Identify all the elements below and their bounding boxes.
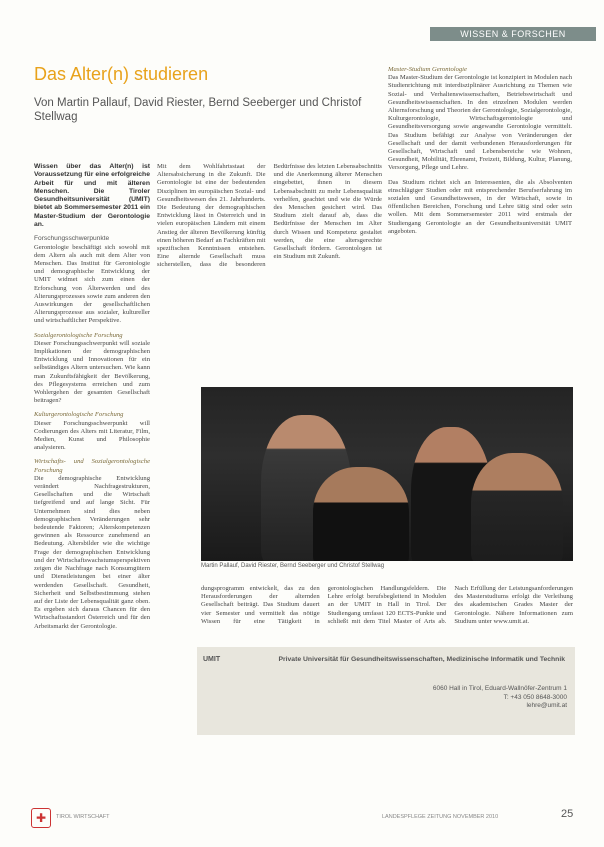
text-column-3 [388,66,572,366]
paragraph: Das Master-Studium der Gerontologie ist konzipiert in Modulen nach Studienrichtung mit interdisziplinärer Ausrichtung zu Themen wie Sozial- und Verhaltenswissenschaften, Betriebswirtschaft und Gesundheitswissenschaften. In den einzelnen Modulen werden Alternsforschung und Theorien der Gerontologie, Sozialgerontologie, Kulturgerontologie, Wirtschaftsgerontologie und Gesundheitsversorgung sowie angewandte Gerontologie vermittelt. Das Studium befähigt zur Analyse von Veränderungen der Gesellschaft und der damit verbundenen Herausforderungen für Gesellschaft, Wirtschaft und Lebensbereiche wie Wohnen, Gesundheit, Mobilität, Ehrenamt, Freizeit, Bildung, Kultur, Planung, Versorgung, Pflege und Lehre. [388,74,572,172]
subheading-research: Forschungsschwerpunkte [34,235,110,243]
info-label: UMIT [203,656,221,663]
text-column-1 [34,163,150,823]
paragraph: Die demographische Entwicklung verändert Nachfragestrukturen, Gesellschaften und die Wirtschaft tiefgreifend und auf lange Sicht. Für Unternehmen sind dies neben demographischen Veränderungen sehr bedeutende Faktoren; Alterskompetenzen gewinnen als Ressource zunehmend an Bedeutung. Altersbilder wie die wichtige Frage der demographischen Entwicklung und der Wirtschaftswachstumsperspektiven zeigen die Nachfrage nach Konsumgütern und Dienstleistungen bei einer älter werdenden Gesellschaft. Gesundheit, Sicherheit und Selbstbestimmung stehen auf der Liste der Lebensqualität ganz oben. Es ergeben sich daraus Chancen für den Wirtschaftsstandort Österreich und für den Arbeitsmarkt der Gerontologie. [34,474,150,630]
person-4 [471,453,563,561]
info-organization: Private Universität für Gesundheitswissenschaften, Medizinische Informatik und Technik [278,656,565,663]
subheading-master: Master-Studium Gerontologie [388,66,467,73]
publication-logo-icon: ✚ [31,808,51,828]
footer-issue: LANDESPFLEGE ZEITUNG NOVEMBER 2010 [382,814,499,820]
address-line: 6060 Hall in Tirol, Eduard-Wallnöfer-Zentrum 1 [432,685,567,692]
phone-line: T: +43 050 8648-3000 [503,693,567,701]
article-title: Das Alter(n) studieren [34,64,209,84]
paragraph: dungsprogramm entwickelt, das zu den Herausforderungen der alternden Gesellschaft beiträgt. Das Studium dauert vier Semester und vermittelt das nötige Wissen für eine Tätigkeit in gerontologischen Handlungsfeldern. Die Lehre erfolgt berufsbegleitend in Modulen an der UMIT in Hall in Tirol. Der Studiengang umfasst 120 ECTS-Punkte und schließt mit dem Titel Master of Arts ab. Nach Erfüllung der Leistungsanforderungen des Masterstudiums erfolgt die Verleihung des akademischen Grades Master der Gerontologie. Nähere Informationen zum Studium unter www.umit.at. [201,585,573,625]
lead-paragraph: Wissen über das Alter(n) ist Voraussetzung für eine erfolgreiche Arbeit für und mit älteren Menschen. Die Tiroler Gesundheitsuniversität (UMIT) bietet ab Sommersemester 2011 ein Master-Studium der Gerontologie an. [34,163,150,229]
contact-info-box [197,647,575,735]
article-authors: Von Martin Pallauf, David Riester, Bernd Seeberger und Christof Stellwag [34,97,362,123]
text-bottom-columns [201,585,573,643]
paragraph: Dieser Forschungsschwerpunkt will soziale Implikationen der demographischen Entwicklung und Innovationen für ein selbständiges Altern untersuchen. Wie kann man Zukunftsfähigkeit der Bevölkerung, des Pflegesystems erreichen und zum Wohlergehen der gesamten Gesellschaft beitragen? [34,339,150,405]
group-photo [201,387,573,561]
text-column-2 [157,163,382,403]
page-number: 25 [561,808,574,820]
email-link[interactable]: lehre@umit.at [526,702,567,710]
footer-publication: TIROL WIRTSCHAFT [56,814,110,820]
subheading-social: Sozialgerontologische Forschung [34,331,123,339]
paragraph: Gerontologie beschäftigt sich sowohl mit dem Altern als auch mit dem Alter von Menschen. Das Institut für Gerontologie und demographische Entwicklung der UMIT widmet sich zum einen der Erforschung von Älterwerden und des Alterungsprozesses sowie zum anderen den Auswirkungen der gesellschaftlichen Alterungsprozesse aus sozialer, kultureller und wirtschaftlicher Perspektive. [34,243,150,325]
paragraph: Dieser Forschungsschwerpunkt will Codierungen des Alters mit Literatur, Film, Medien, Kunst und Philosophie analysieren. [34,419,150,452]
subheading-cultural: Kulturgerontologische Forschung [34,411,124,419]
section-header: WISSEN & FORSCHEN [430,27,596,41]
subheading-economic: Wirtschafts- und Sozialgerontologische Forschung [34,458,150,474]
info-address [433,685,567,711]
paragraph: Das Studium richtet sich an Interessenten, die als Absolventen einschlägiger Studien oder mit entsprechender Berufserfahrung im sozialen und Gesundheitswesen, in der Wirtschaft, sowie in öffentlichen Bereichen, Forschung und Lehre tätig sind oder sein wollen. Mit dem Sommersemester 2011 wird erstmals der Studiengang Gerontologie an der Gesundheitsuniversität UMIT angeboten. [388,178,572,235]
paragraph: Mit dem Wohlfahrtsstaat der Altersabsicherung in die Zukunft. Die Gerontologie ist eine der bedeutenden Disziplinen im europäischen Sozial- und Gesundheitswesen des 21. Jahrhunderts. Die Bedeutung der demographischen Entwicklung lässt in Österreich und in vielen europäischen Ländern mit einem Anstieg der älteren Bevölkerung künftig einen höheren Bedarf an Fachkräften mit spezifischen Kenntnissen entstehen. Eine alternde Gesellschaft muss sicherstellen, dass die besonderen Bedürfnisse des letzten Lebensabschnitts und die Anerkennung älterer Menschen eingebettet, ihnen in diesem Lebensabschnitt zu mehr Lebensqualität verhelfen, geachtet und wie die Würde des Menschen gesichert wird. Das Studium zielt darauf ab, dass die Bedürfnisse der Menschen im Alter durch Wissen und Kompetenz gestaltet werden, die eine altersgerechte Gesellschaft fördern. Gerontologen ist ein Studium mit Zukunft. [157,163,382,269]
person-2 [313,467,409,561]
photo-caption: Martin Pallauf, David Riester, Bernd Seeberger und Christof Stellwag [201,563,385,569]
